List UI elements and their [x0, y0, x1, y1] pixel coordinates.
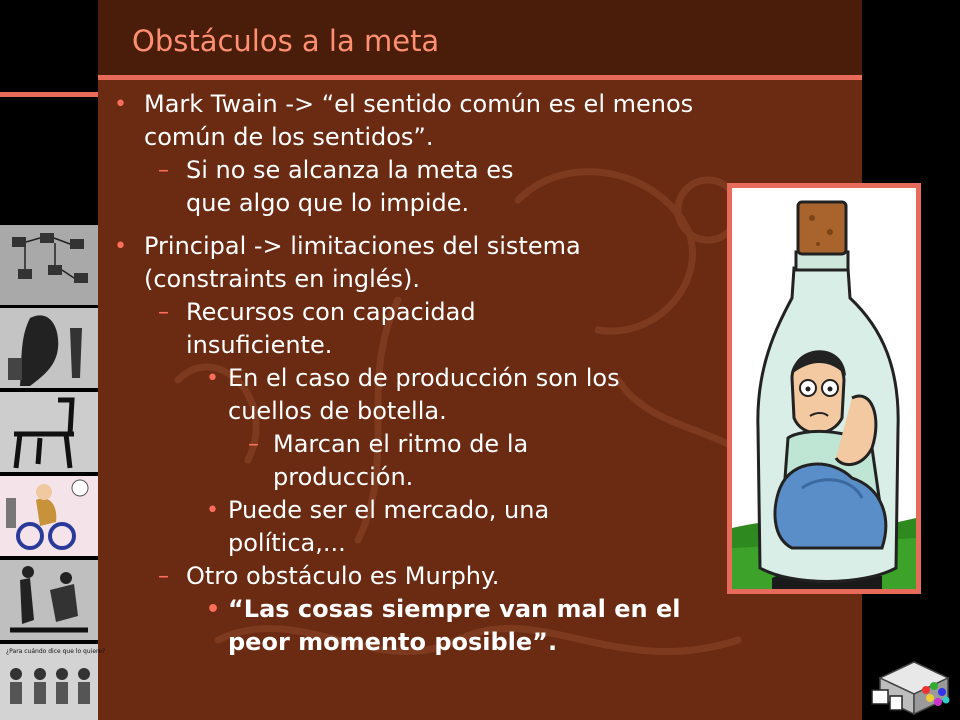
bottle-image	[732, 188, 916, 589]
workers-thumbnail	[0, 560, 98, 640]
bullet-item	[108, 88, 708, 154]
bottle-illustration	[732, 188, 916, 589]
bullet-item	[108, 230, 708, 296]
dash-marker: –	[158, 564, 169, 589]
thumbnail-caption: ¿Para cuándo dice que lo quiere?	[6, 648, 106, 655]
bullet-text: Otro obstáculo es Murphy.	[186, 562, 500, 590]
dash-marker: –	[248, 432, 259, 457]
bullet-text: En el caso de producción son los cuellos de botella.	[228, 364, 620, 425]
bottle-image-frame	[727, 183, 921, 594]
silhouette-figures-thumbnail	[0, 308, 98, 388]
sub-bullet-item	[108, 154, 708, 220]
bullet-text: “Las cosas siempre van mal en el peor momento posible”.	[228, 595, 681, 656]
bullet-text: Marcan el ritmo de la producción.	[273, 430, 529, 491]
left-accent-line	[0, 92, 98, 97]
bullet-text: Principal -> limitaciones del sistema (constraints en inglés).	[144, 232, 581, 293]
bullet-marker: •	[206, 597, 221, 622]
cartoon-thumbnail	[0, 644, 106, 720]
slide-body	[108, 88, 708, 659]
chair-thumbnail	[0, 392, 98, 472]
title-underline	[98, 75, 862, 80]
sub-sub-bullet-item	[108, 494, 708, 560]
bullet-marker: •	[114, 234, 127, 259]
bullet-marker: •	[206, 366, 219, 391]
logo-icon	[870, 652, 954, 716]
sub-sub-bullet-item	[108, 593, 708, 659]
bullet-text: Puede ser el mercado, una política,...	[228, 496, 550, 557]
cyclist-thumbnail	[0, 476, 98, 556]
level4-bullet-item	[108, 428, 708, 494]
bullet-text: Recursos con capacidad insuficiente.	[186, 298, 476, 359]
sub-sub-bullet-item	[108, 362, 708, 428]
dash-marker: –	[158, 158, 169, 183]
slide-title: Obstáculos a la meta	[132, 24, 440, 58]
network-diagram-thumbnail	[0, 225, 98, 305]
bullet-text: Si no se alcanza la meta es que algo que lo impide.	[186, 156, 514, 217]
bullet-marker: •	[206, 498, 219, 523]
sub-bullet-item	[108, 560, 708, 593]
dash-marker: –	[158, 300, 169, 325]
bullet-marker: •	[114, 92, 127, 117]
sub-bullet-item	[108, 296, 708, 362]
bullet-text: Mark Twain -> “el sentido común es el menos común de los sentidos”.	[144, 90, 694, 151]
